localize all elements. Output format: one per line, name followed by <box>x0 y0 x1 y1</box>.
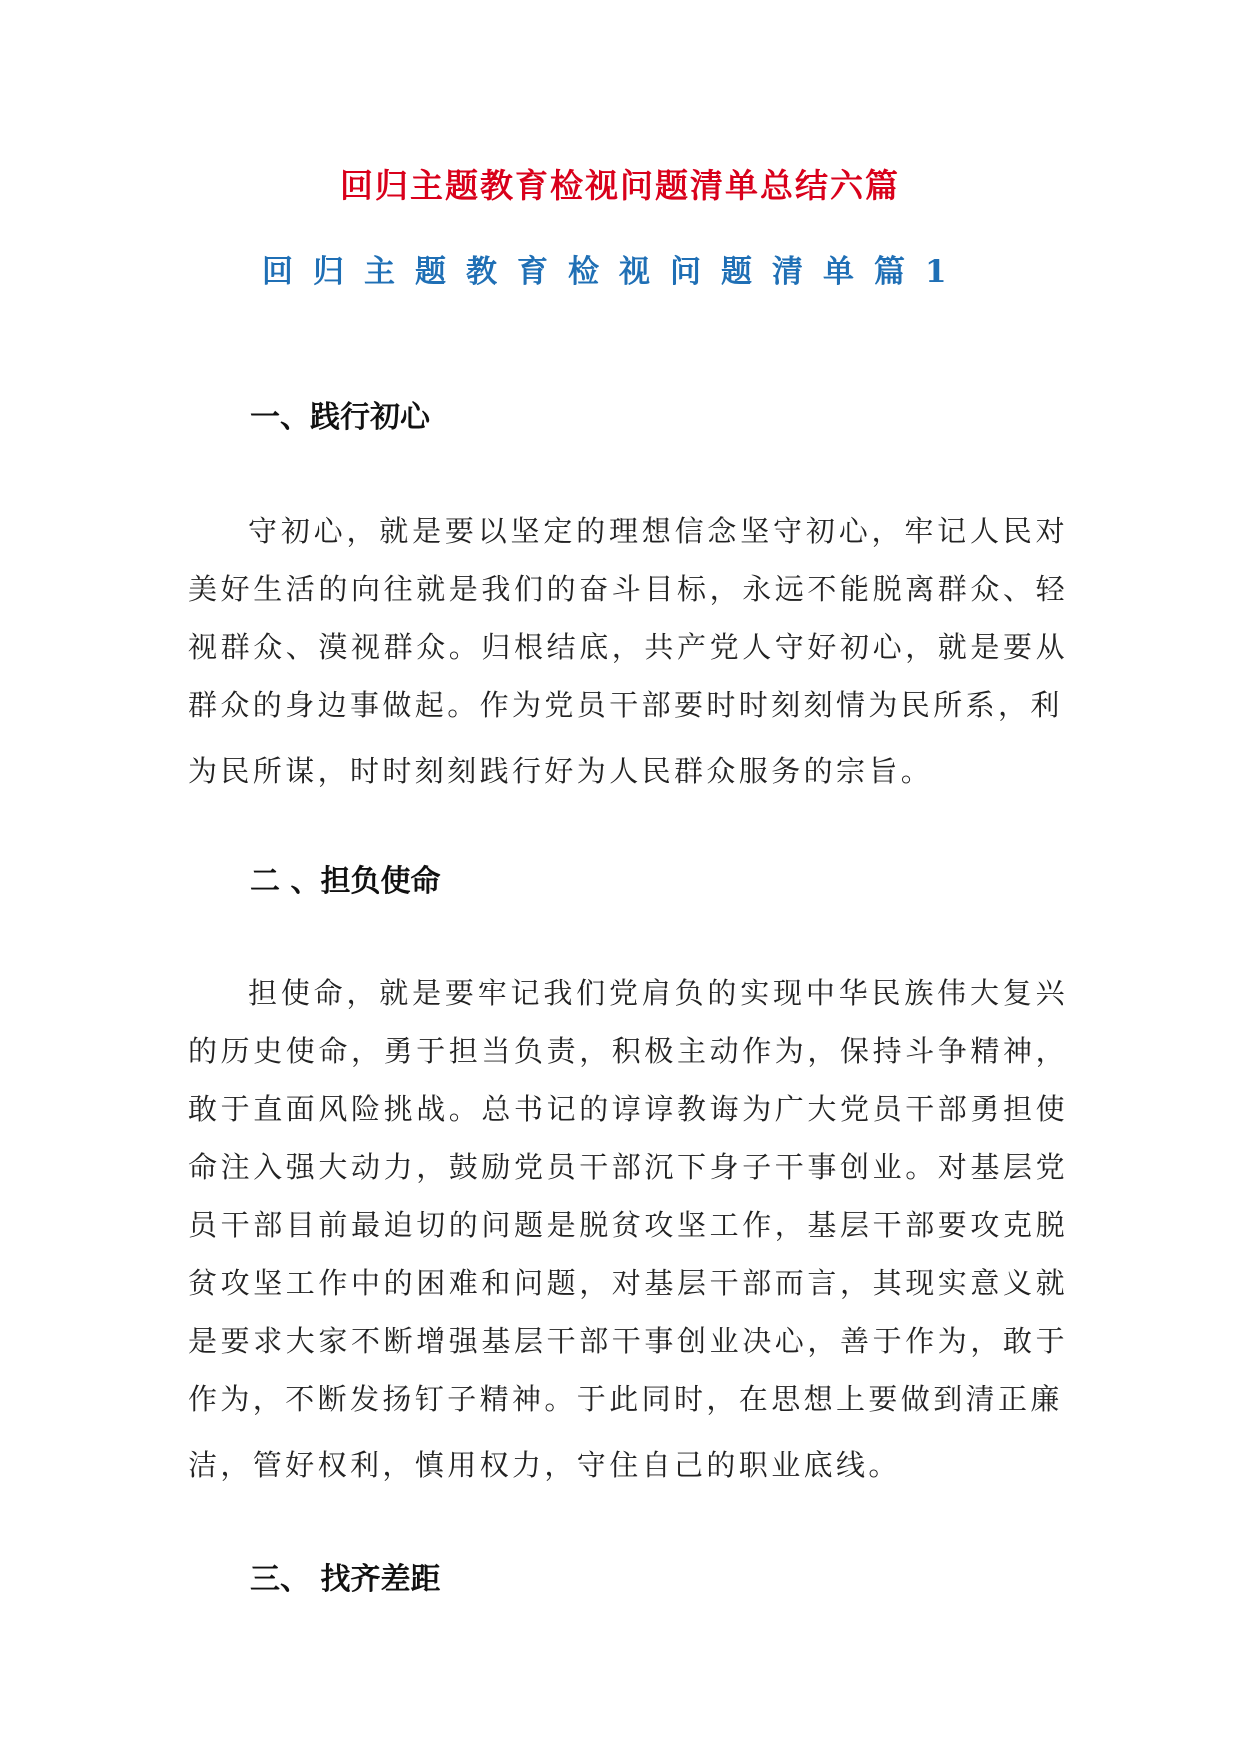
paragraph-text: 担使命，就是要牢记我们党肩负的实现中华民族伟大复兴的历史使命，勇于担当负责，积极主动作为，保持斗争精神，敢于直面风险挑战。总书记的谆谆教诲为广大党员干部勇担使命注入强大动力，鼓励党员干部沉下身子干事创业。对基层党员干部目前最迫切的问题是脱贫攻坚工作，基层干部要攻克脱贫攻坚工作中的困难和问题，对基层干部而言，其现实意义就是要求大家不断增强基层干部干事创业决心，善于作为，敢于作为，不断发扬钉子精神。于此同时，在思想上要做到清正廉 <box>188 976 1068 1416</box>
paragraph-last-line: 为民所谋，时时刻刻践行好为人民群众服务的宗旨。 <box>188 754 934 788</box>
paragraph-last-line: 洁，管好权利，慎用权力，守住自己的职业底线。 <box>188 1448 901 1482</box>
document-title: 回归主题教育检视问题清单总结六篇 <box>340 166 900 205</box>
section-heading-2: 二 、担负使命 <box>250 864 441 899</box>
section-paragraph-1 <box>188 502 1068 800</box>
document-subtitle: 回归主题教育检视问题清单篇1 <box>262 254 967 290</box>
paragraph-text: 守初心，就是要以坚定的理想信念坚守初心，牢记人民对美好生活的向往就是我们的奋斗目标，永远不能脱离群众、轻视群众、漠视群众。归根结底，共产党人守好初心，就是要从群众的身边事做起。作为党员干部要时时刻刻情为民所系，利 <box>188 514 1068 722</box>
section-heading-3: 三、 找齐差距 <box>250 1562 441 1597</box>
section-paragraph-2 <box>188 964 1068 1494</box>
section-heading-1: 一、践行初心 <box>250 400 430 435</box>
